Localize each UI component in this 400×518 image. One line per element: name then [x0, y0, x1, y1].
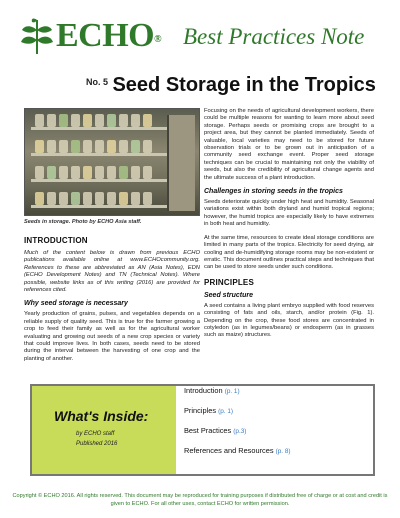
right-column: [204, 108, 374, 346]
principles-heading: PRINCIPLES: [204, 277, 255, 287]
page-title: Seed Storage in the Tropics: [112, 74, 376, 96]
introduction-paragraph: Much of the content below is drawn from previous ECHO publications available online at www.ECHOcommunity.org. References to these are abbreviated as AN (Asia Notes), EDN (ECHO Development Notes) and TN (Technical Notes). Where possible, website links as of this writing (2016) are provided for references cited.: [24, 250, 200, 294]
header-tagline: Best Practices Note: [183, 24, 365, 49]
toc-item-introduction[interactable]: Introduction (p. 1): [184, 386, 240, 395]
toc-item-principles[interactable]: Principles (p. 1): [184, 406, 234, 415]
deterioration-paragraph: Seeds deteriorate quickly under high heat and humidity. Seasonal variations exist within both dryland and humid tropical regions; however, the humid tropics are especially likely to have extremes in both heat and humidity.: [204, 199, 374, 228]
table-of-contents: [184, 386, 374, 474]
why-storage-heading: Why seed storage is necessary: [24, 300, 128, 308]
seed-structure-paragraph: A seed contains a living plant embryo supplied with food reserves consisting of fats and oils, starch, and/or protein (Fig. 1). Depending on the crop, these food stores are concentrated in cotyledon (as in legumes/beans) or endosperm (as in grasses such as maize) structures.: [204, 302, 374, 339]
whats-inside-box: [30, 384, 375, 476]
note-number: No. 5: [86, 77, 109, 87]
copyright-footer: Copyright © ECHO 2016. All rights reserved. This document may be reproduced for training purposes if distributed free of charge or at cost and credit is given to ECHO. For all other uses, contact ECHO for written permission.: [12, 493, 388, 507]
toc-page-link[interactable]: (p. 1): [218, 408, 234, 415]
left-column: [24, 236, 200, 369]
toc-page-link[interactable]: (p. 1): [224, 388, 240, 395]
title-row: [86, 74, 376, 97]
toc-page-link[interactable]: (p.3): [233, 428, 247, 435]
echo-logo-text: ECHO®: [56, 17, 162, 54]
resources-paragraph: At the same time, resources to create ideal storage conditions are limited in many parts of the tropics. Electricity for seed drying, air cooling and de-humidifying storage rooms may be non-existent or erratic. This document outlines practical steps and techniques that can be used to store seeds under such conditions.: [204, 234, 374, 271]
challenges-heading: Challenges in storing seeds in the tropics: [204, 188, 343, 196]
page-header: [20, 10, 390, 64]
whats-inside-panel: [32, 386, 176, 474]
why-storage-paragraph: Yearly production of grains, pulses, and vegetables depends on a reliable supply of quality seed. This is true for the farmer growing a crop to feed their family as well as for the agricultural worker evaluating and growing out seeds of a new crop species or variety that could improve lives. In both cases, seeds need to be stored during the interval between the harvesting of one crop and the planting of another.: [24, 311, 200, 362]
echo-leaf-logo-icon: [20, 16, 54, 56]
photo-caption: Seeds in storage. Photo by ECHO Asia staff.: [24, 219, 142, 225]
focus-paragraph: Focusing on the needs of agricultural development workers, there could be multiple reasons for wanting to learn more about seed storage. Perhaps seeds or promising crops are brought to a project area, but they cannot be planted immediately. Seeds of valuable, local varieties may need to be stored for future observation trials or to be grown out in anticipation of a community seed exchange event. Proper seed storage techniques can be crucial to maintaining not only the viability of seeds, but also the credibility of agricultural change agents and the ultimate success of a plant introduction.: [204, 108, 374, 181]
seed-structure-heading: Seed structure: [204, 291, 254, 299]
whats-inside-author: by ECHO staff: [76, 431, 115, 437]
seed-storage-photo: [24, 108, 200, 216]
toc-page-link[interactable]: (p. 8): [275, 448, 291, 455]
whats-inside-title: What's Inside:: [54, 408, 149, 424]
whats-inside-published: Published 2016: [76, 441, 118, 447]
toc-item-references[interactable]: References and Resources (p. 8): [184, 446, 291, 455]
introduction-heading: INTRODUCTION: [24, 236, 88, 245]
toc-item-best-practices[interactable]: Best Practices (p.3): [184, 426, 247, 435]
